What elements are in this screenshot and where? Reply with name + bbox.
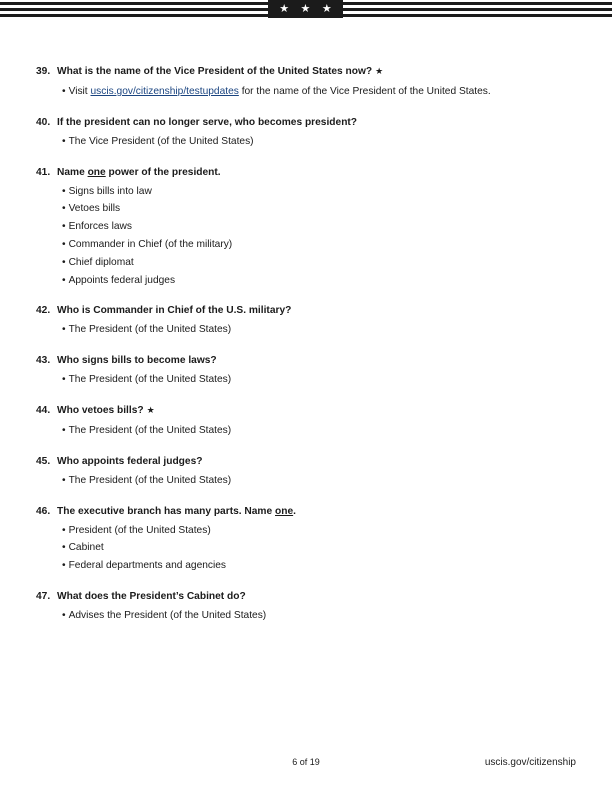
answer-item	[62, 557, 581, 575]
answer-text: Federal departments and agencies	[68, 560, 227, 572]
bullet-icon: •	[62, 560, 66, 572]
question-title	[36, 303, 581, 318]
page-number: 6 of 19	[292, 757, 320, 767]
answer-text: The Vice President (of the United States)	[68, 135, 254, 147]
answer-text: The President (of the United States)	[68, 424, 232, 436]
bullet-icon: •	[62, 374, 66, 386]
question-title	[36, 454, 581, 469]
question-text-part: If the president can no longer serve, who becomes president?	[57, 116, 358, 128]
question-text-part: Who appoints federal judges?	[57, 455, 203, 467]
question-text	[57, 303, 581, 318]
answer-text: Vetoes bills	[68, 203, 121, 215]
question-title	[36, 504, 581, 519]
answer-item	[62, 218, 581, 236]
question-text	[57, 589, 581, 604]
question-title	[36, 353, 581, 368]
star-icon: ★	[146, 405, 155, 416]
bullet-icon: •	[62, 86, 66, 97]
answer-text: Advises the President (of the United States)	[68, 609, 267, 621]
bullet-icon: •	[62, 185, 66, 197]
bullet-icon: •	[62, 474, 66, 486]
header-stripes-left	[0, 2, 268, 17]
question-number: 44.	[36, 404, 51, 416]
question-item	[36, 504, 581, 575]
question-number: 45.	[36, 455, 51, 467]
question-item	[36, 303, 581, 339]
question-title	[36, 64, 581, 80]
answer-item	[62, 183, 581, 201]
question-text-part: Who signs bills to become laws?	[57, 355, 217, 367]
answer-item	[62, 321, 581, 339]
answer-list	[36, 422, 581, 440]
answer-text: Cabinet	[68, 542, 104, 554]
answer-list	[36, 183, 581, 290]
answer-list	[36, 522, 581, 575]
bullet-icon: •	[62, 609, 66, 621]
answer-list	[36, 321, 581, 339]
answer-list	[36, 133, 581, 151]
question-number: 46.	[36, 505, 51, 517]
stripe	[343, 8, 612, 11]
answer-item	[62, 254, 581, 272]
question-number: 41.	[36, 166, 51, 178]
answer-item	[62, 371, 581, 389]
bullet-icon: •	[62, 324, 66, 336]
answer-text: The President (of the United States)	[68, 324, 232, 336]
question-text	[57, 403, 581, 419]
question-text	[57, 353, 581, 368]
testupdates-link[interactable]: uscis.gov/citizenship/testupdates	[90, 86, 239, 97]
question-title	[36, 403, 581, 419]
answer-item	[62, 236, 581, 254]
stripe	[343, 2, 612, 5]
answer-list	[36, 472, 581, 490]
header-stripes-right	[343, 2, 612, 17]
bullet-icon: •	[62, 424, 66, 436]
question-text	[57, 504, 581, 519]
answer-item	[62, 272, 581, 290]
answer-list	[36, 607, 581, 625]
question-text-part: Who vetoes bills?	[57, 404, 144, 416]
question-number: 42.	[36, 305, 51, 317]
question-title	[36, 115, 581, 130]
question-number: 43.	[36, 355, 51, 367]
header-stars: ★ ★ ★ ★	[268, 0, 343, 18]
question-text-part: Who is Commander in Chief of the U.S. military?	[57, 305, 292, 317]
answer-item	[62, 200, 581, 218]
star-icon: ★	[375, 67, 384, 77]
answer-text: Appoints federal judges	[68, 274, 176, 286]
answer-text: Enforces laws	[68, 221, 132, 233]
answer-item	[62, 607, 581, 625]
question-item	[36, 115, 581, 151]
stripe	[0, 2, 268, 5]
footer-url: uscis.gov/citizenship	[484, 757, 576, 768]
question-text-part: power of the president.	[105, 166, 221, 178]
answer-list	[36, 371, 581, 389]
question-text-part: What does the President’s Cabinet do?	[57, 590, 246, 602]
answer-text: for the name of the Vice President of the United States.	[238, 86, 491, 97]
answer-item	[62, 472, 581, 490]
stripe	[343, 14, 612, 17]
bullet-icon: •	[62, 238, 66, 250]
question-text-part: What is the name of the Vice President of the United States now?	[57, 66, 373, 77]
bullet-icon: •	[62, 203, 66, 215]
bullet-icon: •	[62, 221, 66, 233]
answer-text: Chief diplomat	[68, 256, 134, 268]
stripe	[0, 14, 268, 17]
bullet-icon: •	[62, 524, 66, 536]
answer-list	[36, 83, 581, 101]
bullet-icon: •	[62, 135, 66, 147]
question-title	[36, 589, 581, 604]
answer-text: Visit	[68, 86, 91, 97]
answer-text: President (of the United States)	[68, 524, 211, 536]
answer-text: Commander in Chief (of the military)	[68, 238, 233, 250]
question-item	[36, 589, 581, 625]
question-number: 40.	[36, 116, 51, 128]
answer-item	[62, 539, 581, 557]
answer-text: The President (of the United States)	[68, 374, 232, 386]
emphasis-text: one	[87, 166, 106, 178]
question-list	[36, 64, 581, 639]
question-text-part: .	[293, 505, 296, 517]
answer-item	[62, 83, 581, 101]
emphasis-text: one	[275, 505, 294, 517]
question-item	[36, 64, 581, 101]
answer-item	[62, 422, 581, 440]
bullet-icon: •	[62, 256, 66, 268]
question-item	[36, 403, 581, 440]
question-number: 47.	[36, 590, 51, 602]
question-title	[36, 165, 581, 180]
bullet-icon: •	[62, 542, 66, 554]
bullet-icon: •	[62, 274, 66, 286]
question-text-part: Name	[57, 166, 88, 178]
question-number: 39.	[36, 66, 51, 77]
question-item	[36, 165, 581, 290]
question-text	[57, 64, 581, 80]
answer-text: Signs bills into law	[68, 185, 152, 197]
stripe	[0, 8, 268, 11]
question-item	[36, 353, 581, 389]
question-text	[57, 454, 581, 469]
answer-text: The President (of the United States)	[68, 474, 232, 486]
answer-item	[62, 133, 581, 151]
question-text	[57, 115, 581, 130]
question-text	[57, 165, 581, 180]
question-item	[36, 454, 581, 490]
answer-item	[62, 522, 581, 540]
question-text-part: The executive branch has many parts. Name	[57, 505, 275, 517]
